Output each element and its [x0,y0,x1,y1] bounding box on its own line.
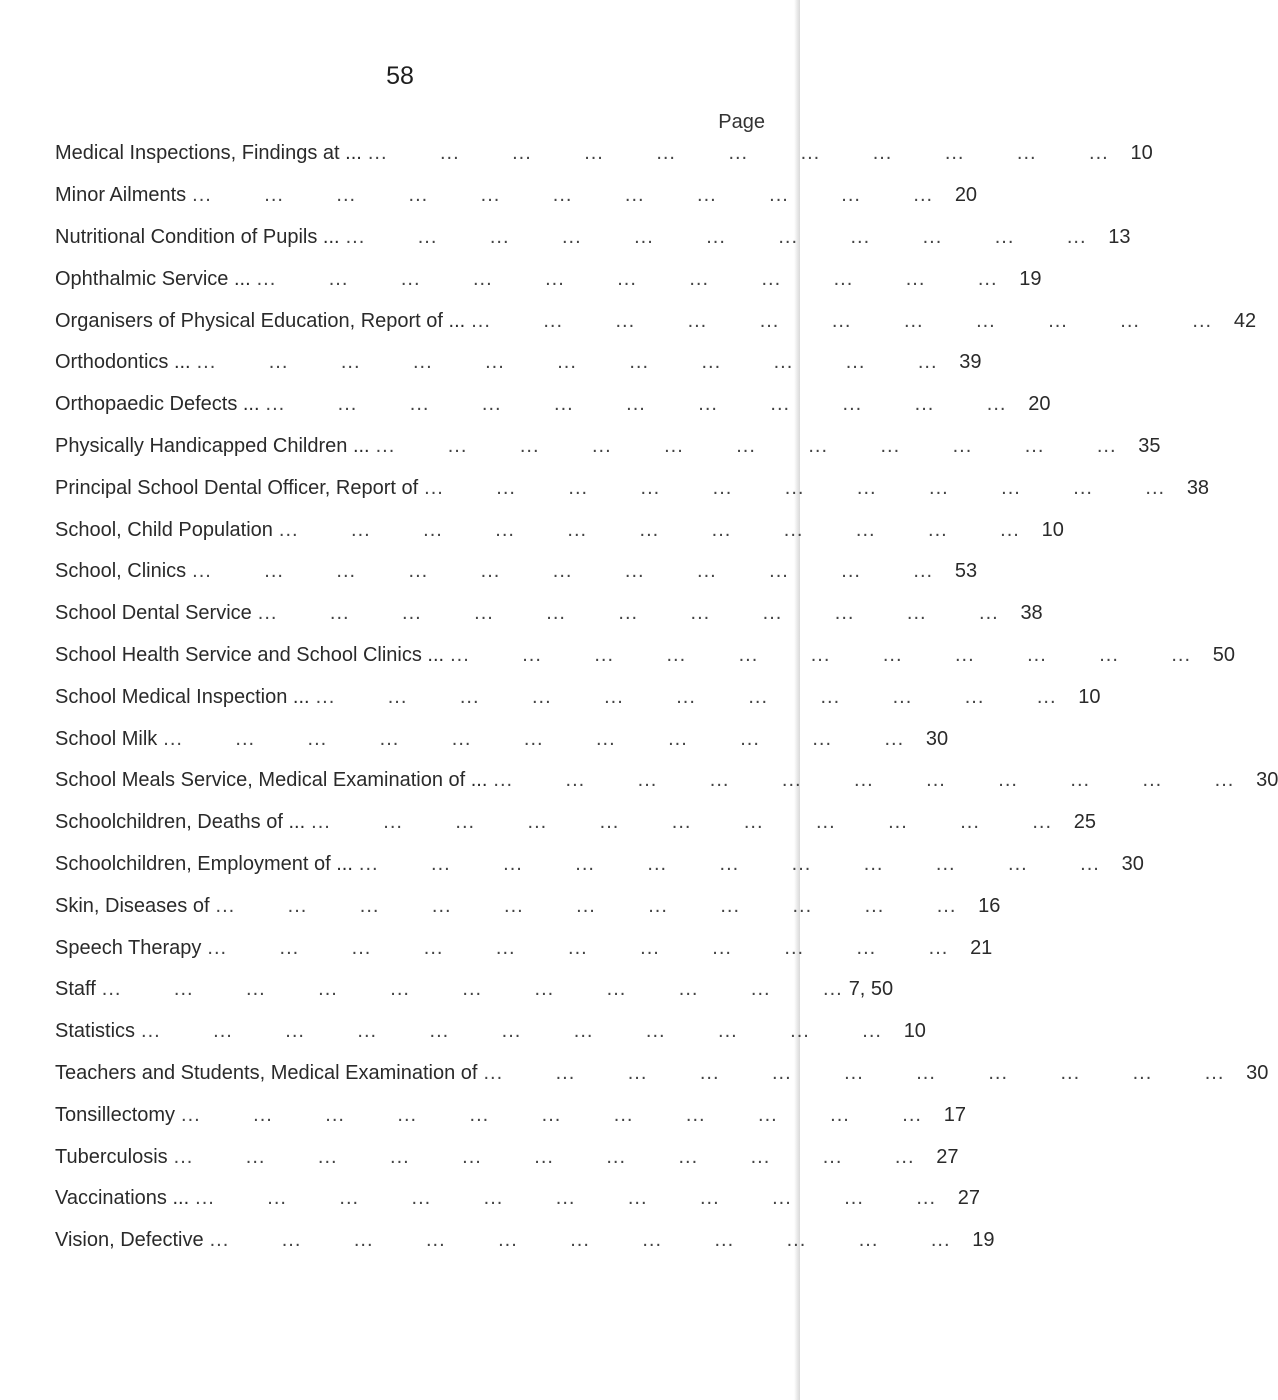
index-entry-page: 10 [1130,142,1153,165]
index-entry [55,551,978,593]
index-entry [55,1094,966,1136]
index-entry-page: 27 [936,1145,959,1168]
index-entry-page: 19 [1019,267,1042,290]
index-entry-page: 10 [903,1020,926,1043]
index-entry [55,426,1161,468]
dot-leader [310,686,1063,709]
index-entry-label: School Medical Inspection ... [55,685,310,708]
index-entry [55,384,1051,426]
index-entry-page: 25 [1073,811,1097,834]
index-entry-label: School Health Service and School Clinics ... [55,643,445,666]
index-entry-page: 30 [925,727,949,750]
index-entry-label: Minor Ailments [55,184,187,207]
index-entry [55,760,1278,802]
index-entry [55,593,1043,635]
index-entry [55,927,993,969]
index-entry-label: School Meals Service, Medical Examination of ... [55,769,488,792]
index-entry-page: 21 [970,936,993,959]
index-entry [55,342,982,384]
index-entry-page: 27 [957,1187,981,1210]
index-entry [55,133,1153,175]
dot-leader [135,1020,888,1043]
index-entry-page: 19 [972,1229,995,1252]
index-entry-label: Schoolchildren, Employment of ... [55,852,353,875]
index-entry-page: 39 [959,351,982,374]
index-entry-page: 10 [1041,518,1064,541]
dot-leader [210,895,963,918]
index-entry-label: Principal School Dental Officer, Report of [55,476,419,499]
dot-leader [201,937,954,960]
index-entry [55,885,1001,927]
index-entry-page: 53 [954,560,978,583]
index-entry-page: 7, 50 [848,978,894,1001]
index-entry [55,718,949,760]
index-entry-page: 30 [1256,769,1278,792]
index-entry-page: 20 [1028,393,1051,416]
dot-leader [175,1104,928,1127]
index-entry [55,1178,981,1220]
index-entry [55,635,1235,677]
index-entry [55,217,1131,259]
dot-leader [252,602,1005,625]
dot-leader [305,811,1058,834]
index-entry-label: Vaccinations ... [55,1187,190,1210]
index-entry [55,1136,959,1178]
index-entry-label: School Milk [55,727,158,750]
dot-leader [362,142,1115,165]
index-entry-label: Speech Therapy [55,936,202,959]
index-entry-label: Tonsillectomy [55,1103,176,1126]
index-entry [55,258,1042,300]
index-entry-page: 17 [943,1103,966,1126]
index-entry-label: Nutritional Condition of Pupils ... [55,225,340,248]
index-entry-label: Teachers and Students, Medical Examination of [55,1061,478,1084]
index-entry-label: Skin, Diseases of [55,894,210,917]
index-entry-label: School Dental Service [55,602,252,625]
index-entry-label: Organisers of Physical Education, Report of ... [55,309,466,332]
index-entry [55,175,978,217]
dot-leader [191,351,944,374]
index-entry-label: Tuberculosis [55,1145,168,1168]
index-entry-page: 42 [1233,309,1257,332]
dot-leader [444,644,1197,667]
dot-leader [204,1229,957,1252]
index-list [55,133,1278,1262]
index-entry [55,509,1064,551]
index-entry-label: Staff [55,978,96,1001]
index-entry-page: 35 [1138,434,1161,457]
page-number: 58 [386,62,414,90]
page-column-header: Page [718,111,765,133]
index-entry-label: School, Clinics [55,560,187,583]
index-entry [55,1053,1269,1095]
dot-leader [189,1187,942,1210]
dot-leader [340,226,1093,249]
index-entry-page: 30 [1246,1061,1269,1084]
index-entry-page: 13 [1108,225,1131,248]
index-entry [55,969,894,1011]
dot-leader [260,393,1013,416]
index-entry [55,1220,995,1262]
index-entry-label: Orthodontics ... [55,351,191,374]
index-entry [55,300,1257,342]
index-entry-page: 38 [1186,476,1210,499]
index-entry [55,676,1101,718]
index-entry-page: 16 [978,894,1001,917]
index-entry-label: Orthopaedic Defects ... [55,393,260,416]
index-entry-label: Schoolchildren, Deaths of ... [55,811,306,834]
index-entry [55,844,1144,886]
dot-leader [418,477,1171,500]
index-entry-label: Medical Inspections, Findings at ... [55,142,362,165]
index-entry [55,802,1097,844]
dot-leader [273,519,1026,542]
dot-leader [465,310,1218,333]
dot-leader [186,560,939,583]
index-entry-page: 20 [954,184,978,207]
index-entry-label: Statistics [55,1020,136,1043]
dot-leader [186,184,939,207]
dot-leader [168,1146,921,1169]
index-entry [55,467,1210,509]
dot-leader [157,728,910,751]
index-entry [55,1011,926,1053]
index-entry-label: Ophthalmic Service ... [55,267,251,290]
index-entry-page: 10 [1078,685,1101,708]
dot-leader [477,1062,1230,1085]
index-entry-label: Vision, Defective [55,1229,204,1252]
index-entry-label: School, Child Population [55,518,273,541]
dot-leader [353,853,1106,876]
index-entry-page: 30 [1121,852,1144,875]
index-entry-label: Physically Handicapped Children ... [55,434,370,457]
dot-leader [487,769,1240,792]
index-entry-page: 38 [1020,602,1043,625]
dot-leader [96,978,849,1001]
dot-leader [251,268,1004,291]
index-entry-page: 50 [1212,643,1235,666]
dot-leader [370,435,1123,458]
